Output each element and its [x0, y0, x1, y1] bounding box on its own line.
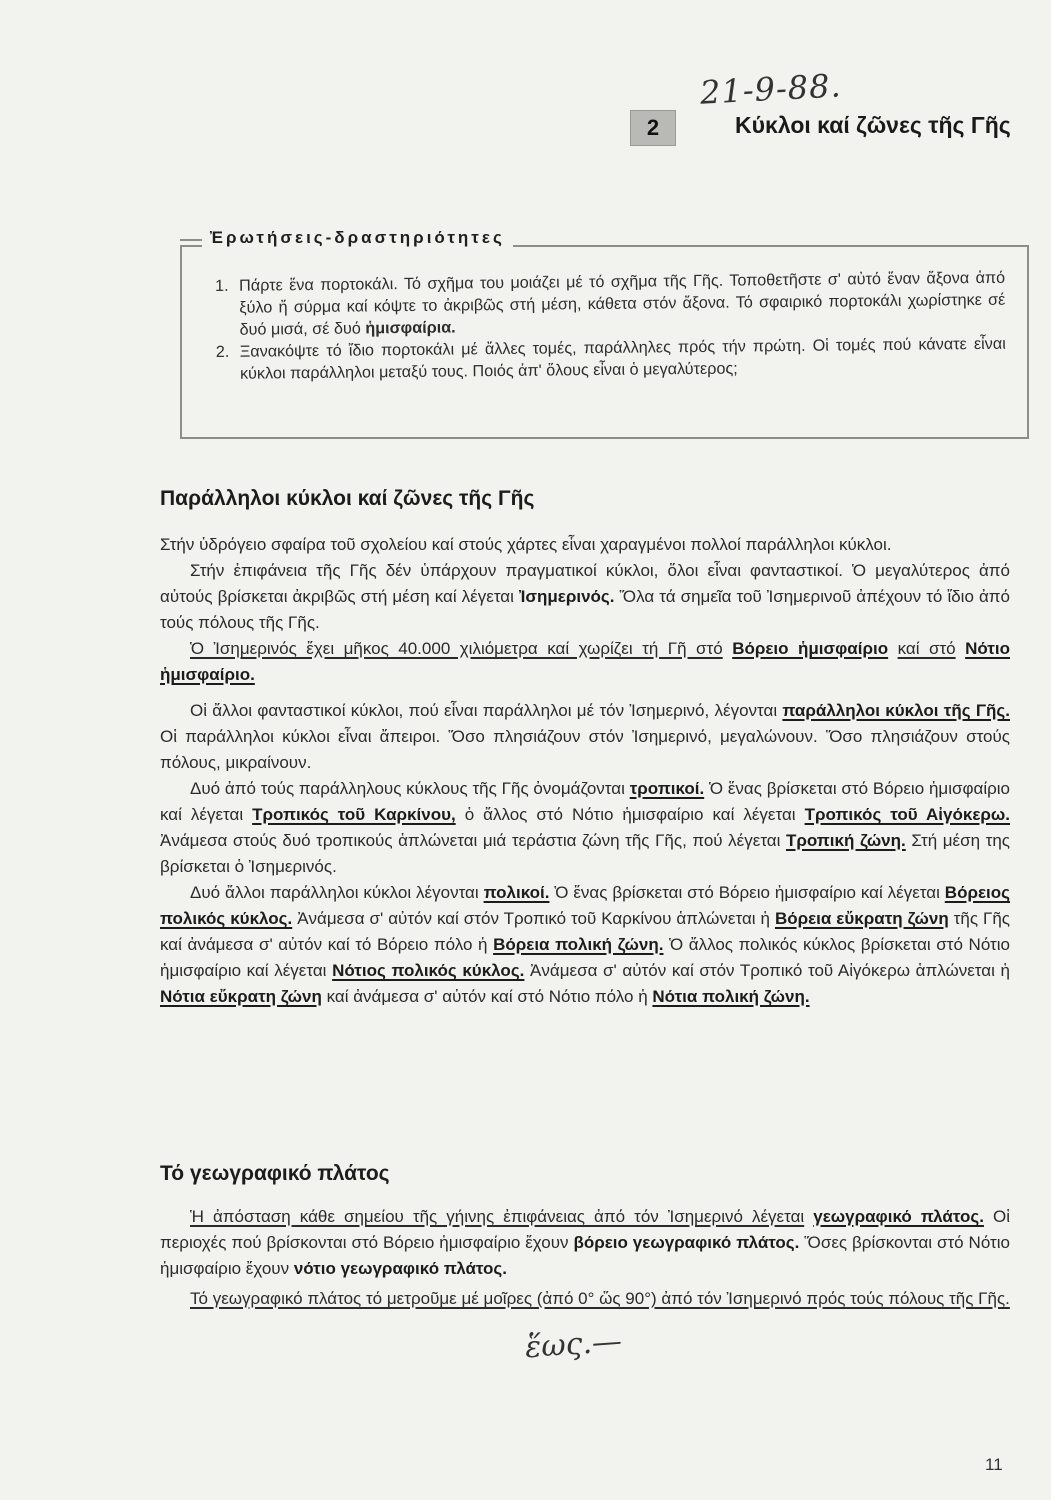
paragraph: Στήν ὑδρόγειο σφαίρα τοῦ σχολείου καί στούς χάρτες εἶναι χαραγμένοι πολλοί παράλληλοι κύκλοι. — [160, 535, 892, 554]
paragraph: Ἡ ἀπόσταση κάθε σημείου τῆς γήινης ἐπιφάνειας ἀπό τόν Ἰσημερινό λέγεται γεωγραφικό πλάτος. Οἱ περιοχές πού βρίσκονται στό Βόρειο ἡμισφαίριο ἔχουν βόρειο γεωγραφικό πλάτος. Ὅσες βρίσκονται στό Νότιο ἡμισφαίριο ἔχουν νότιο γεωγραφικό πλάτος. — [160, 1207, 1010, 1278]
activity-item — [216, 333, 1006, 385]
activity-list — [215, 267, 1006, 385]
handwritten-date: 21-9-88. — [699, 66, 843, 112]
paragraph: Στήν ἐπιφάνεια τῆς Γῆς δέν ὑπάρχουν πραγματικοί κύκλοι, ὅλοι εἶναι φανταστικοί. Ὁ μεγαλύτερος ἀπό αὐτούς βρίσκεται ἀκριβῶς στή μέση καί λέγεται Ἰσημερινός. Ὅλα τά σημεῖα τοῦ Ἰσημερινοῦ ἀπέχουν τό ἴδιο ἀπό τούς πόλους τῆς Γῆς. — [160, 561, 1010, 632]
activity-item — [215, 267, 1006, 341]
paragraph: Τό γεωγραφικό πλάτος τό μετροῦμε μέ μοῖρες (ἀπό 0° ὥς 90°) ἀπό τόν Ἰσημερινό πρός τούς πόλους τῆς Γῆς. — [190, 1289, 1010, 1308]
chapter-number-badge: 2 — [630, 110, 676, 146]
paragraph: Ὁ Ἰσημερινός ἔχει μῆκος 40.000 χιλιόμετρα καί χωρίζει τή Γῆ στό Βόρειο ἡμισφαίριο καί στό Νότιο ἡμισφαίριο. — [160, 639, 1010, 684]
activity-text: Πάρτε ἕνα πορτοκάλι. Τό σχῆμα του μοιάζει μέ τό σχῆμα τῆς Γῆς. Τοποθετῆστε σ' αὐτό ἕναν ἄξονα ἀπό ξύλο ἤ σύρμα καί κόψτε το ἀκριβῶς στή μέση, κάθετα στόν ἄξονα. Τό σφαιρικό πορτοκάλι χωρίστηκε σέ δυό μισά, σέ δυό ἡμισφαίρια. — [239, 268, 1006, 339]
paragraph: Δυό ἄλλοι παράλληλοι κύκλοι λέγονται πολικοί. Ὁ ἕνας βρίσκεται στό Βόρειο ἡμισφαίριο καί λέγεται Βόρειος πολικός κύκλος. Ἀνάμεσα σ' αὐτόν καί στόν Τροπικό τοῦ Καρκίνου ἁπλώνεται ἡ Βόρεια εὔκρατη ζώνη τῆς Γῆς καί ἀνάμεσα σ' αὐτόν καί τό Βόρειο πόλο ἡ Βόρεια πολική ζώνη. Ὁ ἄλλος πολικός κύκλος βρίσκεται στό Νότιο ἡμισφαίριο καί λέγεται Νότιος πολικός κύκλος. Ἀνάμεσα σ' αὐτόν καί στόν Τροπικό τοῦ Αἰγόκερω ἁπλώνεται ἡ Νότια εὔκρατη ζώνη καί ἀνάμεσα σ' αὐτόν καί στό Νότιο πόλο ἡ Νότια πολική ζώνη. — [160, 883, 1010, 1006]
activity-title: Ἐρωτήσεις-δραστηριότητες — [202, 228, 513, 248]
page-number: 11 — [985, 1455, 1003, 1474]
activity-text: Ξανακόψτε τό ἴδιο πορτοκάλι μέ ἄλλες τομές, παράλληλες πρός τήν πρώτη. Οἱ τομές πού κάνατε εἶναι κύκλοι παράλληλοι μεταξύ τους. Ποιός ἀπ' ὅλους εἶναι ὁ μεγαλύτερος; — [239, 334, 1006, 383]
section-heading-parallels: Παράλληλοι κύκλοι καί ζῶνες τῆς Γῆς — [160, 487, 535, 510]
section-heading-latitude: Τό γεωγραφικό πλάτος — [160, 1162, 390, 1185]
paragraph: Οἱ ἄλλοι φανταστικοί κύκλοι, πού εἶναι παράλληλοι μέ τόν Ἰσημερινό, λέγονται παράλληλοι κύκλοι τῆς Γῆς. Οἱ παράλληλοι κύκλοι εἶναι ἄπειροι. Ὅσο πλησιάζουν στόν Ἰσημερινό, μεγαλώνουν. Ὅσο πλησιάζουν στούς πόλους, μικραίνουν. — [160, 701, 1010, 772]
paragraph: Δυό ἀπό τούς παράλληλους κύκλους τῆς Γῆς ὀνομάζονται τροπικοί. Ὁ ἕνας βρίσκεται στό Βόρειο ἡμισφαίριο καί λέγεται Τροπικός τοῦ Καρκίνου, ὁ ἄλλος στό Νότιο ἡμισφαίριο καί λέγεται Τροπικός τοῦ Αἰγόκερω. Ἀνάμεσα στούς δυό τροπικούς ἁπλώνεται μιά τεράστια ζώνη τῆς Γῆς, πού λέγεται Τροπική ζώνη. Στή μέση της βρίσκεται ὁ Ἰσημερινός. — [160, 779, 1011, 876]
activity-frame-line — [180, 239, 202, 241]
handwritten-note: ἕως.— — [523, 1323, 624, 1366]
activity-number: 1. — [215, 276, 229, 295]
section-body-latitude — [160, 1204, 1010, 1312]
section-body-parallels — [160, 532, 1010, 1010]
activity-bold-term: ἡμισφαίρια. — [365, 318, 456, 338]
chapter-title: Κύκλοι καί ζῶνες τῆς Γῆς — [735, 112, 1011, 138]
activity-number: 2. — [215, 342, 230, 361]
